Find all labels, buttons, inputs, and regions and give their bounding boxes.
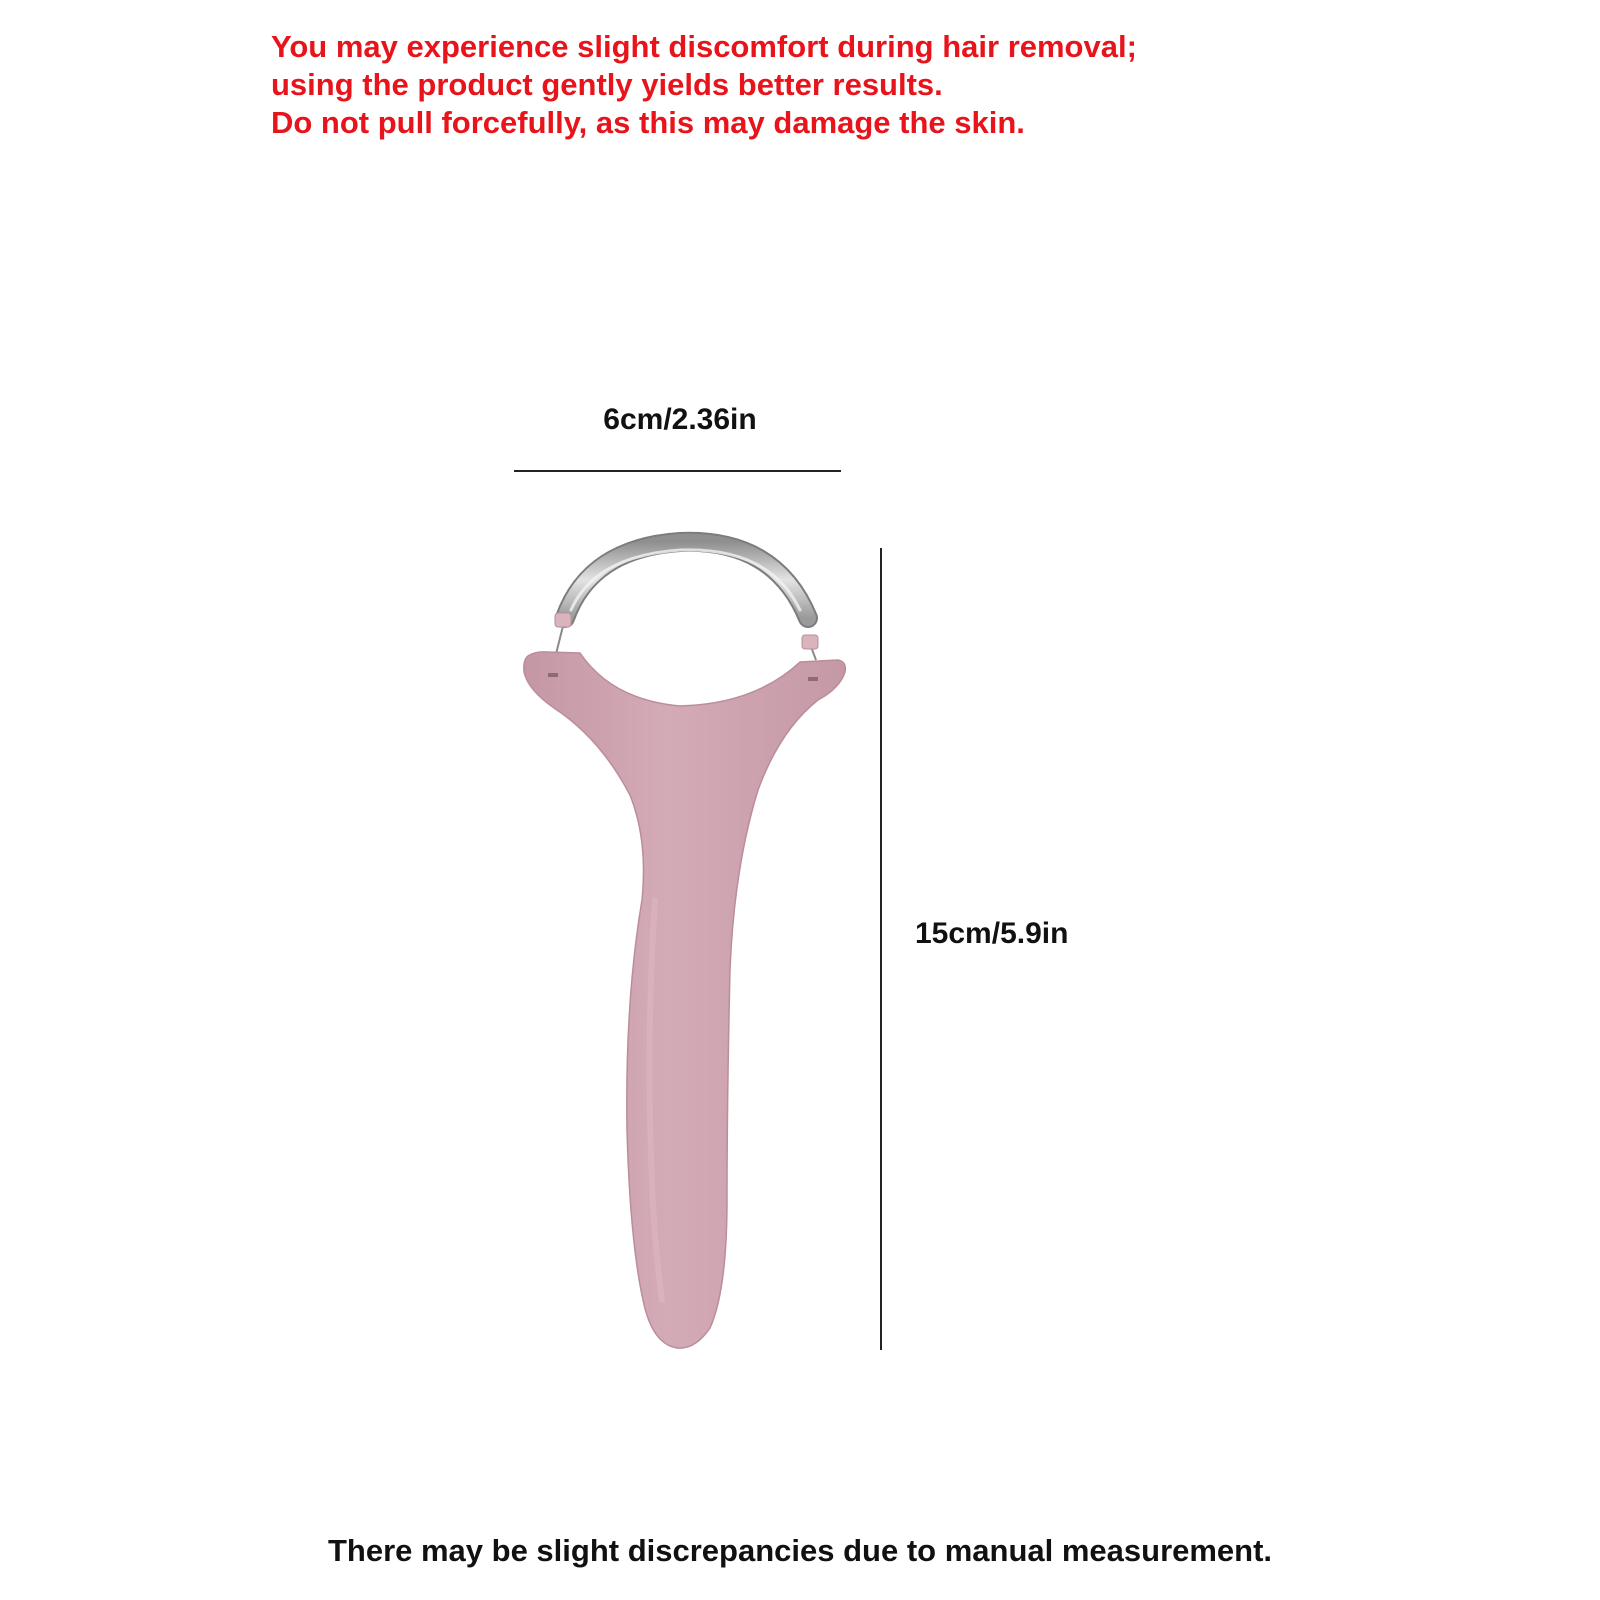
handle-mark-right [808,677,818,681]
handle [524,652,846,1348]
handle-mark-left [548,673,558,677]
measurement-disclaimer: There may be slight discrepancies due to manual measurement. [327,1533,1273,1568]
warning-line-2: using the product gently yields better results. [271,67,943,102]
warning-text [271,28,1371,142]
spring-coil [555,542,818,660]
warning-line-3: Do not pull forcefully, as this may damage the skin. [271,105,1025,140]
width-label: 6cm/2.36in [603,403,757,436]
warning-line-1: You may experience slight discomfort during hair removal; [271,29,1137,64]
height-label: 15cm/5.9in [915,917,1069,950]
